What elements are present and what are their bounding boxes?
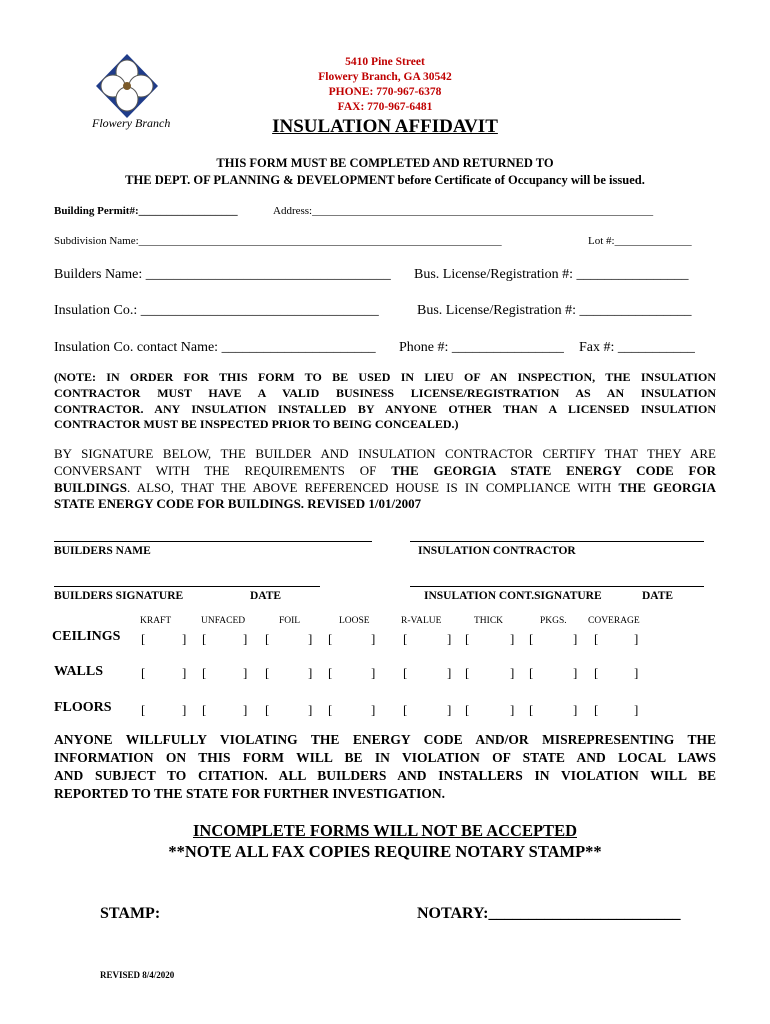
floors-kraft-input[interactable] bbox=[147, 702, 181, 718]
floors-r-value-close-bracket: ] bbox=[447, 702, 452, 717]
insulation-date-label: DATE bbox=[642, 590, 674, 602]
floors-coverage-input[interactable] bbox=[600, 702, 633, 718]
col-loose: LOOSE bbox=[339, 616, 370, 626]
floors-foil-open-bracket: [ bbox=[265, 702, 270, 717]
builders-name-label: BUILDERS NAME bbox=[54, 545, 151, 557]
floors-coverage-open-bracket: [ bbox=[594, 702, 599, 717]
walls-coverage-input[interactable] bbox=[600, 665, 633, 681]
subdivision-name-field[interactable]: Subdivision Name:__________________________________________________________________ bbox=[54, 235, 502, 247]
ceilings-kraft-open-bracket: [ bbox=[141, 631, 146, 646]
revision-date: REVISED 8/4/2020 bbox=[100, 970, 175, 980]
buildings-word: BUILDINGS bbox=[54, 480, 127, 495]
ceilings-pkgs-open-bracket: [ bbox=[529, 631, 534, 646]
stamp-label: STAMP: bbox=[100, 905, 161, 922]
certification-line-3 bbox=[54, 480, 716, 496]
builders-signature-label: BUILDERS SIGNATURE bbox=[54, 590, 184, 602]
floors-kraft-open-bracket: [ bbox=[141, 702, 146, 717]
fax-notary-notice: **NOTE ALL FAX COPIES REQUIRE NOTARY STAMP** bbox=[168, 842, 602, 861]
row-walls-label: WALLS bbox=[54, 664, 104, 679]
floors-thick-close-bracket: ] bbox=[510, 702, 515, 717]
ceilings-thick-open-bracket: [ bbox=[465, 631, 470, 646]
floors-pkgs-open-bracket: [ bbox=[529, 702, 534, 717]
insulation-signature-label: INSULATION CONT.SIGNATURE bbox=[424, 590, 602, 602]
walls-loose-open-bracket: [ bbox=[328, 665, 333, 680]
walls-thick-open-bracket: [ bbox=[465, 665, 470, 680]
certification-line-1: BY SIGNATURE BELOW, THE BUILDER AND INSULATION CONTRACTOR CERTIFY THAT THEY ARE bbox=[54, 446, 716, 461]
city-state-zip: Flowery Branch, GA 30542 bbox=[318, 71, 452, 83]
walls-thick-input[interactable] bbox=[471, 665, 509, 681]
walls-r-value-open-bracket: [ bbox=[403, 665, 408, 680]
floors-thick-input[interactable] bbox=[471, 702, 509, 718]
row-floors-label: FLOORS bbox=[54, 700, 112, 715]
ceilings-loose-open-bracket: [ bbox=[328, 631, 333, 646]
insulation-company-field[interactable]: Insulation Co.: __________________________________ bbox=[54, 303, 379, 318]
note-line-2: CONTRACTOR MUST HAVE A VALID BUSINESS LICENSE/REGISTRATION AS AN INSULATION bbox=[54, 386, 716, 400]
builders-date-label: DATE bbox=[250, 590, 282, 602]
walls-kraft-input[interactable] bbox=[147, 665, 181, 681]
lot-number-field[interactable]: Lot #:______________ bbox=[588, 235, 692, 247]
floors-unfaced-close-bracket: ] bbox=[243, 702, 248, 717]
col-pkgs: PKGS. bbox=[540, 616, 567, 626]
phone-number: PHONE: 770-967-6378 bbox=[328, 86, 442, 98]
ceilings-kraft-close-bracket: ] bbox=[182, 631, 187, 646]
ceilings-loose-close-bracket: ] bbox=[371, 631, 376, 646]
walls-r-value-close-bracket: ] bbox=[447, 665, 452, 680]
floors-loose-open-bracket: [ bbox=[328, 702, 333, 717]
ceilings-thick-close-bracket: ] bbox=[510, 631, 515, 646]
floors-loose-close-bracket: ] bbox=[371, 702, 376, 717]
floors-unfaced-input[interactable] bbox=[208, 702, 242, 718]
row-ceilings-label: CEILINGS bbox=[52, 629, 121, 644]
walls-thick-close-bracket: ] bbox=[510, 665, 515, 680]
walls-r-value-input[interactable] bbox=[409, 665, 446, 681]
builders-name-line[interactable] bbox=[54, 541, 372, 542]
instruction-line-1: THIS FORM MUST BE COMPLETED AND RETURNED TO bbox=[216, 156, 554, 170]
col-thick: THICK bbox=[474, 616, 504, 626]
notary-field[interactable]: NOTARY:________________________ bbox=[417, 905, 681, 922]
warning-line-1: ANYONE WILLFULLY VIOLATING THE ENERGY CODE AND/OR MISREPRESENTING THE bbox=[54, 732, 716, 747]
building-permit-field[interactable]: Building Permit#:__________________ bbox=[54, 205, 238, 217]
col-r-value: R-VALUE bbox=[401, 616, 442, 626]
walls-pkgs-close-bracket: ] bbox=[573, 665, 578, 680]
ceilings-r-value-open-bracket: [ bbox=[403, 631, 408, 646]
certification-line-2-text: CONVERSANT WITH THE REQUIREMENTS OF bbox=[54, 463, 392, 478]
col-coverage: COVERAGE bbox=[588, 616, 640, 626]
col-kraft: KRAFT bbox=[140, 616, 172, 626]
walls-foil-input[interactable] bbox=[271, 665, 307, 681]
warning-line-2: INFORMATION ON THIS FORM WILL BE IN VIOLATION OF STATE AND LOCAL LAWS bbox=[54, 750, 716, 765]
walls-unfaced-open-bracket: [ bbox=[202, 665, 207, 680]
fax-number: FAX: 770-967-6481 bbox=[337, 101, 433, 113]
walls-unfaced-input[interactable] bbox=[208, 665, 242, 681]
ceilings-unfaced-input[interactable] bbox=[208, 631, 242, 647]
floors-thick-open-bracket: [ bbox=[465, 702, 470, 717]
floors-foil-input[interactable] bbox=[271, 702, 307, 718]
walls-foil-close-bracket: ] bbox=[308, 665, 313, 680]
floors-kraft-close-bracket: ] bbox=[182, 702, 187, 717]
walls-kraft-close-bracket: ] bbox=[182, 665, 187, 680]
ceilings-coverage-close-bracket: ] bbox=[634, 631, 639, 646]
walls-coverage-close-bracket: ] bbox=[634, 665, 639, 680]
page-title: INSULATION AFFIDAVIT bbox=[272, 116, 498, 137]
ceilings-pkgs-input[interactable] bbox=[535, 631, 572, 647]
insulation-contractor-line[interactable] bbox=[410, 541, 704, 542]
floors-r-value-open-bracket: [ bbox=[403, 702, 408, 717]
ceilings-coverage-input[interactable] bbox=[600, 631, 633, 647]
address-field[interactable]: Address:______________________________________________________________ bbox=[273, 205, 654, 217]
instruction-line-2: THE DEPT. OF PLANNING & DEVELOPMENT before Certificate of Occupancy will be issued. bbox=[125, 173, 645, 187]
warning-line-4: REPORTED TO THE STATE FOR FURTHER INVESTIGATION. bbox=[54, 786, 446, 801]
warning-line-3: AND SUBJECT TO CITATION. ALL BUILDERS AND INSTALLERS IN VIOLATION WILL BE bbox=[54, 768, 716, 783]
ceilings-foil-input[interactable] bbox=[271, 631, 307, 647]
ceilings-unfaced-close-bracket: ] bbox=[243, 631, 248, 646]
ceilings-foil-close-bracket: ] bbox=[308, 631, 313, 646]
ceilings-thick-input[interactable] bbox=[471, 631, 509, 647]
walls-kraft-open-bracket: [ bbox=[141, 665, 146, 680]
city-address-block bbox=[290, 55, 480, 115]
contact-name-field[interactable]: Insulation Co. contact Name: ______________________ bbox=[54, 340, 376, 355]
ceilings-foil-open-bracket: [ bbox=[265, 631, 270, 646]
energy-code-reference: THE GEORGIA STATE ENERGY CODE FOR bbox=[391, 463, 716, 478]
certification-line-3-text: . ALSO, THAT THE ABOVE REFERENCED HOUSE IS IN COMPLIANCE WITH bbox=[126, 480, 619, 495]
ceilings-r-value-close-bracket: ] bbox=[447, 631, 452, 646]
street-address: 5410 Pine Street bbox=[345, 56, 425, 68]
insulation-signature-line[interactable] bbox=[410, 586, 704, 587]
certification-line-4: STATE ENERGY CODE FOR BUILDINGS. REVISED 1/01/2007 bbox=[54, 496, 422, 511]
builders-signature-line[interactable] bbox=[54, 586, 320, 587]
floors-coverage-close-bracket: ] bbox=[634, 702, 639, 717]
insulation-contractor-label: INSULATION CONTRACTOR bbox=[418, 545, 576, 557]
note-line-4: CONTRACTOR MUST BE INSPECTED PRIOR TO BEING CONCEALED.) bbox=[54, 417, 459, 431]
floors-r-value-input[interactable] bbox=[409, 702, 446, 718]
ceilings-loose-input[interactable] bbox=[334, 631, 370, 647]
floors-pkgs-input[interactable] bbox=[535, 702, 572, 718]
builder-license-field[interactable]: Bus. License/Registration #: ________________ bbox=[414, 267, 689, 282]
ceilings-r-value-input[interactable] bbox=[409, 631, 446, 647]
walls-unfaced-close-bracket: ] bbox=[243, 665, 248, 680]
ceilings-unfaced-open-bracket: [ bbox=[202, 631, 207, 646]
walls-loose-close-bracket: ] bbox=[371, 665, 376, 680]
floors-unfaced-open-bracket: [ bbox=[202, 702, 207, 717]
walls-coverage-open-bracket: [ bbox=[594, 665, 599, 680]
logo-text: Flowery Branch bbox=[92, 116, 171, 130]
col-unfaced: UNFACED bbox=[201, 616, 246, 626]
certification-line-2 bbox=[54, 463, 716, 479]
insulation-license-field[interactable]: Bus. License/Registration #: ________________ bbox=[417, 303, 692, 318]
ceilings-coverage-open-bracket: [ bbox=[594, 631, 599, 646]
ceilings-kraft-input[interactable] bbox=[147, 631, 181, 647]
note-line-3: CONTRACTOR. ANY INSULATION INSTALLED BY ANYONE OTHER THAN A LICENSED INSULATION bbox=[54, 402, 716, 416]
floors-foil-close-bracket: ] bbox=[308, 702, 313, 717]
phone-field[interactable]: Phone #: ________________ bbox=[399, 340, 564, 355]
fax-field[interactable]: Fax #: ___________ bbox=[579, 340, 695, 355]
builders-name-field[interactable]: Builders Name: ___________________________________ bbox=[54, 267, 391, 282]
walls-foil-open-bracket: [ bbox=[265, 665, 270, 680]
col-foil: FOIL bbox=[279, 616, 301, 626]
note-line-1: (NOTE: IN ORDER FOR THIS FORM TO BE USED IN LIEU OF AN INSPECTION, THE INSULATION bbox=[54, 370, 716, 384]
incomplete-forms-notice: INCOMPLETE FORMS WILL NOT BE ACCEPTED bbox=[192, 821, 577, 840]
walls-loose-input[interactable] bbox=[334, 665, 370, 681]
georgia-word: THE GEORGIA bbox=[618, 480, 716, 495]
ceilings-pkgs-close-bracket: ] bbox=[573, 631, 578, 646]
floors-pkgs-close-bracket: ] bbox=[573, 702, 578, 717]
floors-loose-input[interactable] bbox=[334, 702, 370, 718]
walls-pkgs-open-bracket: [ bbox=[529, 665, 534, 680]
walls-pkgs-input[interactable] bbox=[535, 665, 572, 681]
